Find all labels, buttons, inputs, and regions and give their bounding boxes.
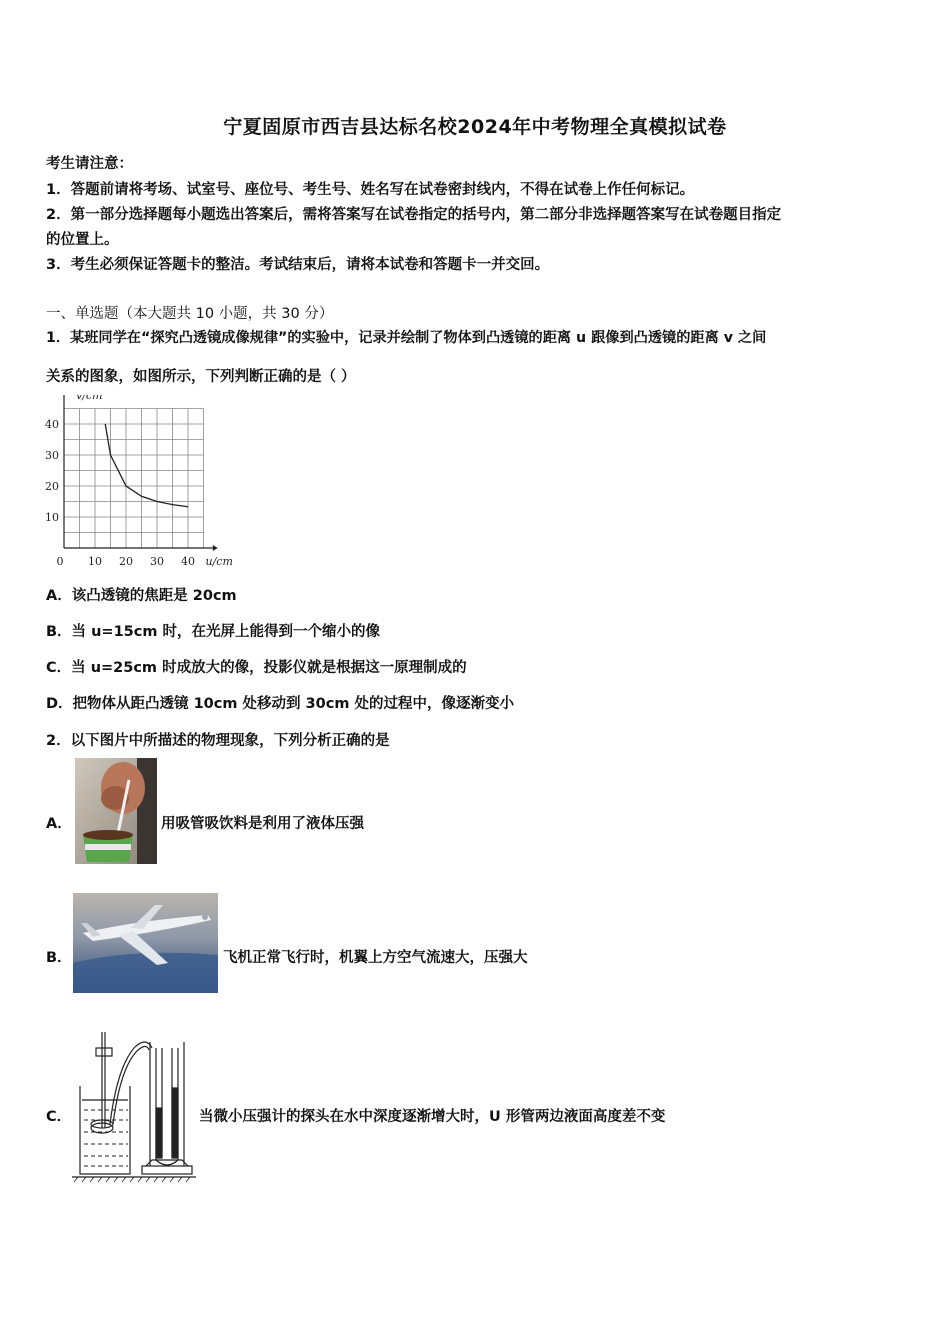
q2-option-c-label: C． — [46, 1109, 72, 1125]
section-heading: 一、单选题（本大题共 10 小题，共 30 分） — [46, 306, 334, 322]
question-2-stem: 2．以下图片中所描述的物理现象，下列分析正确的是 — [46, 733, 390, 749]
notice-item: 的位置上。 — [46, 232, 119, 248]
notice-item: 3．考生必须保证答题卡的整洁。考试结束后，请将本试卷和答题卡一并交回。 — [46, 257, 550, 273]
option-d: D．把物体从距凸透镜 10cm 处移动到 30cm 处的过程中，像逐渐变小 — [46, 696, 514, 712]
y-tick-label: 40 — [45, 418, 59, 431]
question-1-stem: 关系的图象，如图所示，下列判断正确的是（ ） — [46, 369, 356, 385]
airplane-photo — [73, 893, 218, 993]
page-title: 宁夏固原市西吉县达标名校2024年中考物理全真模拟试卷 — [223, 116, 727, 138]
x-axis-arrow — [213, 545, 218, 551]
x-axis-label: u/cm — [205, 555, 233, 568]
q2-option-b-label: B． — [46, 950, 72, 966]
notice-heading: 考生请注意： — [46, 156, 133, 172]
notice-item: 1．答题前请将考场、试室号、座位号、考生号、姓名写在试卷密封线内，不得在试卷上作任何标记。 — [46, 182, 695, 198]
option-a: A．该凸透镜的焦距是 20cm — [46, 588, 237, 604]
x-tick-label: 40 — [181, 555, 195, 568]
uv-graph-svg — [40, 395, 240, 570]
data-curve — [105, 424, 188, 507]
x-tick-label: 0 — [56, 555, 64, 568]
option-b: B．当 u=15cm 时，在光屏上能得到一个缩小的像 — [46, 624, 381, 640]
notice-item: 2．第一部分选择题每小题选出答案后，需将答案写在试卷指定的括号内，第二部分非选择题答案写在试卷题目指定 — [46, 207, 782, 223]
q2-option-c-text: 当微小压强计的探头在水中深度逐渐增大时，U 形管两边液面高度差不变 — [199, 1109, 666, 1125]
y-tick-label: 10 — [45, 511, 59, 524]
y-tick-label: 20 — [45, 480, 59, 493]
straw-drink-photo — [75, 758, 157, 864]
pressure-gauge-diagram — [72, 1028, 196, 1184]
x-tick-label: 10 — [88, 555, 102, 568]
question-1-stem: 1．某班同学在“探究凸透镜成像规律”的实验中，记录并绘制了物体到凸透镜的距离 u 跟像到凸透镜的距离 v 之间 — [46, 330, 767, 346]
q2-option-b-text: 飞机正常飞行时，机翼上方空气流速大，压强大 — [223, 950, 528, 966]
x-tick-label: 20 — [119, 555, 133, 568]
y-tick-label: 30 — [45, 449, 59, 462]
option-c: C．当 u=25cm 时成放大的像，投影仪就是根据这一原理制成的 — [46, 660, 467, 676]
q2-option-a-text: 用吸管吸饮料是利用了液体压强 — [161, 816, 364, 832]
y-axis-label: v/cm — [76, 395, 103, 402]
q2-option-a-label: A． — [46, 816, 72, 832]
x-tick-label: 30 — [150, 555, 164, 568]
uv-graph — [40, 395, 240, 570]
